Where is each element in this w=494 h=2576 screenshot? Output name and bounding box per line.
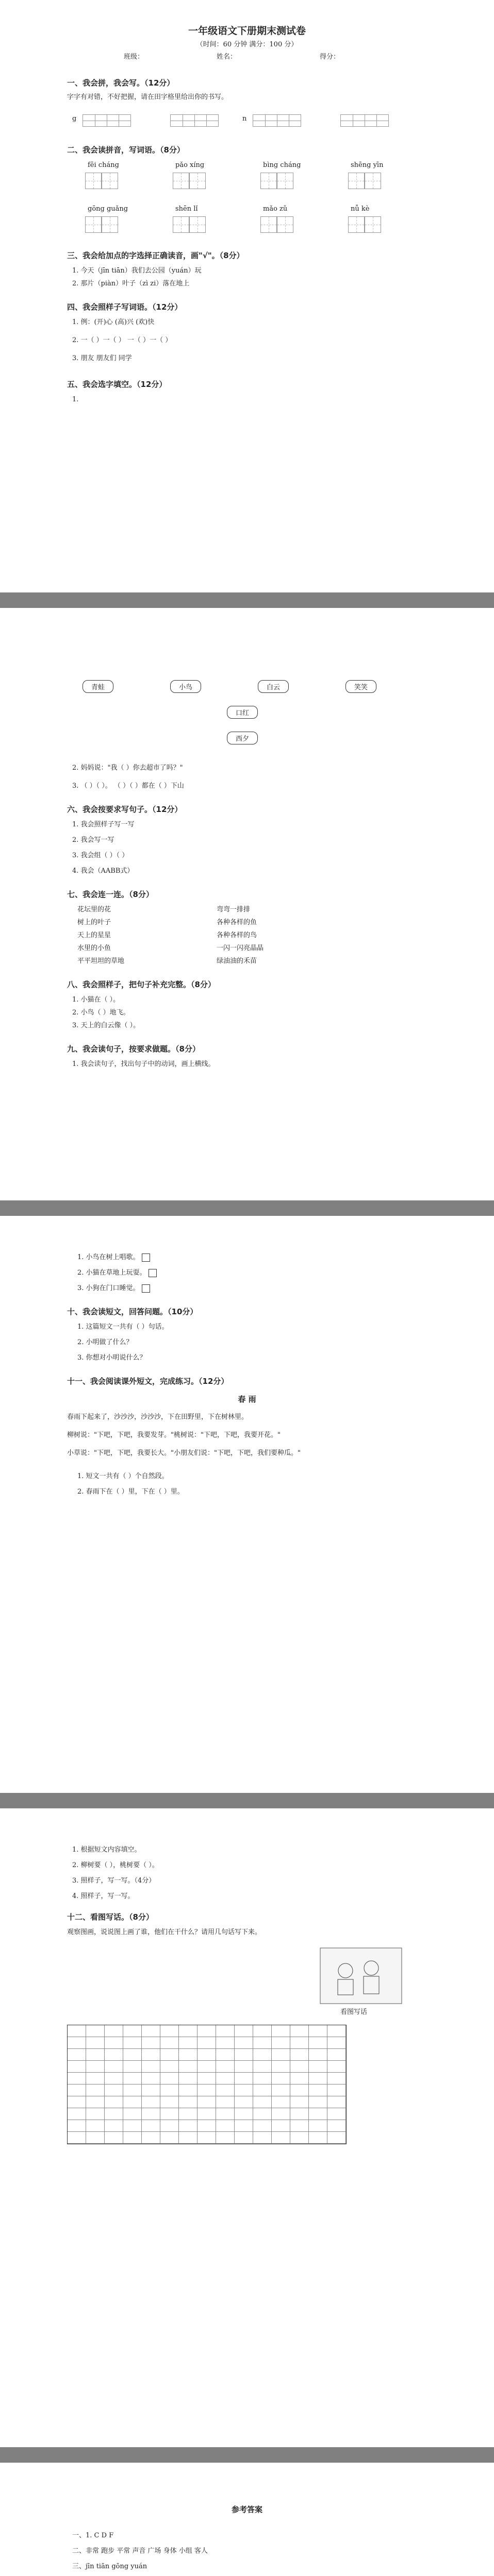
question-line: 2. 我会写一写 [72, 836, 114, 844]
four-line-grid[interactable] [340, 114, 389, 127]
writing-cell[interactable] [197, 2096, 216, 2108]
tian-grid[interactable] [348, 173, 365, 189]
section-8-heading: 八、我会照样子，把句子补充完整。（8分） [67, 980, 216, 989]
writing-cell[interactable] [327, 2025, 346, 2037]
writing-cell[interactable] [179, 2025, 197, 2037]
tian-grid[interactable] [102, 216, 118, 233]
writing-cell[interactable] [216, 2120, 235, 2132]
writing-cell[interactable] [235, 2084, 253, 2096]
writing-cell[interactable] [327, 2084, 346, 2096]
writing-cell[interactable] [272, 2132, 290, 2144]
answer-box[interactable] [142, 1253, 150, 1262]
writing-cell[interactable] [179, 2132, 197, 2144]
writing-grid-row [68, 2120, 346, 2132]
writing-cell[interactable] [160, 2073, 179, 2084]
writing-cell[interactable] [327, 2096, 346, 2108]
writing-cell[interactable] [68, 2084, 86, 2096]
writing-cell[interactable] [68, 2096, 86, 2108]
writing-cell[interactable] [290, 2084, 309, 2096]
match-left[interactable]: 水里的小鱼 [77, 944, 111, 952]
writing-cell[interactable] [272, 2073, 290, 2084]
writing-grid-row [68, 2061, 346, 2073]
writing-cell[interactable] [216, 2061, 235, 2073]
word-box: 口红 [227, 706, 258, 719]
writing-cell[interactable] [123, 2073, 142, 2084]
question-line: 3. 照样子，写一写。（4分） [72, 1877, 156, 1885]
section-11-heading: 十一、我会阅读课外短文，完成练习。（12分） [67, 1377, 229, 1386]
writing-cell[interactable] [327, 2108, 346, 2120]
writing-cell[interactable] [142, 2037, 160, 2049]
writing-cell[interactable] [253, 2084, 272, 2096]
match-right[interactable]: 弯弯一排排 [217, 906, 251, 913]
writing-cell[interactable] [197, 2132, 216, 2144]
question-line: 1. 根据短文内容填空。 [72, 1846, 141, 1854]
writing-cell[interactable] [68, 2049, 86, 2061]
writing-cell[interactable] [272, 2037, 290, 2049]
writing-cell[interactable] [197, 2108, 216, 2120]
writing-cell[interactable] [86, 2037, 105, 2049]
writing-cell[interactable] [253, 2120, 272, 2132]
writing-cell[interactable] [235, 2132, 253, 2144]
writing-cell[interactable] [327, 2120, 346, 2132]
writing-cell[interactable] [105, 2084, 123, 2096]
section-10-heading: 十、我会读短文，回答问题。（10分） [67, 1307, 198, 1316]
section-5-heading: 五、我会选字填空。（12分） [67, 380, 167, 389]
pinyin-prompt: fēi cháng [88, 161, 119, 169]
question-line: 2. 春雨下在（ ）里，下在（ ）里。 [77, 1488, 184, 1496]
writing-cell[interactable] [290, 2120, 309, 2132]
writing-cell[interactable] [123, 2132, 142, 2144]
writing-cell[interactable] [235, 2108, 253, 2120]
writing-cell[interactable] [235, 2120, 253, 2132]
pinyin-prompt: bìng cháng [263, 161, 301, 169]
writing-cell[interactable] [160, 2061, 179, 2073]
writing-cell[interactable] [86, 2049, 105, 2061]
tian-grid[interactable] [189, 173, 206, 189]
writing-grid[interactable] [67, 2025, 347, 2144]
writing-cell[interactable] [197, 2037, 216, 2049]
writing-cell[interactable] [68, 2108, 86, 2120]
writing-cell[interactable] [105, 2025, 123, 2037]
writing-cell[interactable] [216, 2073, 235, 2084]
writing-cell[interactable] [68, 2061, 86, 2073]
writing-cell[interactable] [160, 2096, 179, 2108]
page-2 [0, 608, 494, 1200]
writing-cell[interactable] [160, 2037, 179, 2049]
writing-cell[interactable] [327, 2073, 346, 2084]
section-3-heading: 三、我会给加点的字选择正确读音，画"√"。（8分） [67, 251, 244, 260]
writing-cell[interactable] [142, 2025, 160, 2037]
question-line: 2. 一（ ）一（ ） 一（ ）一（ ） [72, 336, 172, 344]
writing-cell[interactable] [290, 2037, 309, 2049]
field-score: 得分： [320, 53, 340, 61]
question-line: 3. 我会组（ ）（ ） [72, 852, 129, 859]
writing-cell[interactable] [290, 2132, 309, 2144]
answers-title: 参考答案 [231, 2505, 262, 2514]
poem-line: 柳树说："下吧，下吧，我要发芽。"桃树说："下吧，下吧，我要开花。" [67, 1431, 281, 1439]
writing-cell[interactable] [68, 2120, 86, 2132]
page-separator [0, 2447, 494, 2463]
writing-cell[interactable] [142, 2049, 160, 2061]
writing-cell[interactable] [160, 2049, 179, 2061]
writing-cell[interactable] [197, 2120, 216, 2132]
writing-cell[interactable] [327, 2061, 346, 2073]
writing-cell[interactable] [179, 2120, 197, 2132]
word-box: 青蛙 [83, 680, 113, 693]
writing-cell[interactable] [105, 2037, 123, 2049]
writing-cell[interactable] [197, 2084, 216, 2096]
pinyin-prompt: shēn lǐ [175, 205, 198, 213]
writing-cell[interactable] [68, 2073, 86, 2084]
writing-grid-row [68, 2096, 346, 2108]
writing-cell[interactable] [68, 2025, 86, 2037]
word-box: 笑笑 [345, 680, 376, 693]
writing-cell[interactable] [68, 2037, 86, 2049]
question-line: 1. 短文一共有（ ）个自然段。 [77, 1472, 169, 1480]
writing-cell[interactable] [272, 2096, 290, 2108]
writing-cell[interactable] [216, 2096, 235, 2108]
pinyin-prompt: mǎo zǔ [263, 205, 288, 213]
writing-cell[interactable] [142, 2061, 160, 2073]
tian-grid[interactable] [348, 216, 365, 233]
writing-cell[interactable] [327, 2037, 346, 2049]
writing-cell[interactable] [142, 2096, 160, 2108]
writing-cell[interactable] [309, 2073, 327, 2084]
field-name: 姓名： [217, 53, 237, 61]
pinyin-prompt: shēng yīn [351, 161, 384, 169]
writing-cell[interactable] [160, 2108, 179, 2120]
writing-cell[interactable] [105, 2132, 123, 2144]
question-line: 1. 这篇短文一共有（ ）句话。 [77, 1323, 169, 1331]
answer-line: 二、非常 跑步 平常 声音 广场 身体 小组 客人 [72, 2547, 208, 2555]
writing-grid-row [68, 2049, 346, 2061]
question-line: 1. 例：(开)心 (高)兴 (欢)快 [72, 318, 155, 326]
writing-cell[interactable] [253, 2025, 272, 2037]
writing-cell[interactable] [179, 2073, 197, 2084]
writing-cell[interactable] [197, 2061, 216, 2073]
writing-cell[interactable] [197, 2049, 216, 2061]
writing-grid-row [68, 2084, 346, 2096]
writing-cell[interactable] [86, 2073, 105, 2084]
writing-cell[interactable] [290, 2096, 309, 2108]
writing-cell[interactable] [86, 2084, 105, 2096]
answer-line: 一、1. C D F [72, 2532, 114, 2539]
writing-cell[interactable] [290, 2061, 309, 2073]
exam-title: 一年级语文下册期末测试卷 [188, 25, 306, 37]
syllable-g: g [72, 115, 77, 123]
poem-line: 小草说："下吧，下吧，我要长大。"小朋友们说："下吧，下吧，我们要种瓜。" [67, 1449, 301, 1457]
page-separator [0, 1200, 494, 1216]
writing-cell[interactable] [123, 2025, 142, 2037]
writing-cell[interactable] [309, 2108, 327, 2120]
writing-cell[interactable] [235, 2096, 253, 2108]
writing-cell[interactable] [272, 2084, 290, 2096]
writing-cell[interactable] [179, 2049, 197, 2061]
section-4-heading: 四、我会照样子写词语。（12分） [67, 302, 183, 312]
writing-cell[interactable] [105, 2096, 123, 2108]
match-right[interactable]: 一闪一闪亮晶晶 [217, 944, 264, 952]
writing-cell[interactable] [253, 2049, 272, 2061]
tian-grid[interactable] [260, 173, 277, 189]
writing-cell[interactable] [216, 2108, 235, 2120]
writing-cell[interactable] [197, 2073, 216, 2084]
writing-cell[interactable] [123, 2120, 142, 2132]
tian-grid[interactable] [173, 216, 189, 233]
word-box: 西夕 [227, 732, 258, 744]
match-right[interactable]: 绿油油的禾苗 [217, 957, 257, 965]
tian-grid[interactable] [85, 173, 102, 189]
tian-grid[interactable] [102, 173, 118, 189]
writing-cell[interactable] [68, 2132, 86, 2144]
writing-cell[interactable] [86, 2108, 105, 2120]
question-line: 1. 小鸟在树上唱歌。 [77, 1252, 150, 1263]
question-line: 3. 小狗在门口睡觉。 [77, 1283, 150, 1294]
writing-cell[interactable] [216, 2025, 235, 2037]
writing-cell[interactable] [216, 2037, 235, 2049]
writing-cell[interactable] [105, 2120, 123, 2132]
word-box: 白云 [258, 680, 289, 693]
writing-cell[interactable] [290, 2025, 309, 2037]
writing-cell[interactable] [86, 2120, 105, 2132]
writing-cell[interactable] [253, 2073, 272, 2084]
section-2-heading: 二、我会读拼音，写词语。（8分） [67, 145, 185, 155]
tian-grid[interactable] [260, 216, 277, 233]
word-box: 小鸟 [170, 680, 201, 693]
question-line: 2. 柳树要（ ），桃树要（ ）。 [72, 1861, 159, 1869]
writing-cell[interactable] [105, 2049, 123, 2061]
writing-cell[interactable] [253, 2132, 272, 2144]
question-line: 3. 朋友 朋友们 同学 [72, 354, 132, 362]
writing-cell[interactable] [142, 2084, 160, 2096]
writing-cell[interactable] [123, 2061, 142, 2073]
field-class: 班级： [124, 53, 144, 61]
question-line: 1. [72, 396, 79, 403]
writing-cell[interactable] [272, 2049, 290, 2061]
writing-cell[interactable] [123, 2049, 142, 2061]
writing-cell[interactable] [179, 2037, 197, 2049]
writing-cell[interactable] [160, 2025, 179, 2037]
section-12-heading: 十二、看图写话。（8分） [67, 1912, 154, 1922]
answer-box[interactable] [149, 1269, 157, 1277]
page-4 [0, 1808, 494, 2447]
four-line-grid[interactable] [253, 114, 301, 127]
match-left[interactable]: 平平坦坦的草地 [77, 957, 125, 965]
writing-cell[interactable] [327, 2049, 346, 2061]
section-7-heading: 七、我会连一连。（8分） [67, 890, 154, 899]
writing-cell[interactable] [235, 2025, 253, 2037]
writing-cell[interactable] [216, 2084, 235, 2096]
writing-cell[interactable] [142, 2073, 160, 2084]
writing-cell[interactable] [235, 2073, 253, 2084]
question-line: 2. 小鸟（ ）地飞。 [72, 1009, 130, 1016]
writing-cell[interactable] [86, 2025, 105, 2037]
tian-grid[interactable] [365, 173, 381, 189]
page-separator [0, 1793, 494, 1808]
exam-meta: （时间：60 分钟 满分：100 分） [196, 41, 298, 48]
writing-grid-row [68, 2073, 346, 2084]
writing-cell[interactable] [235, 2049, 253, 2061]
writing-cell[interactable] [179, 2108, 197, 2120]
writing-grid-row [68, 2025, 346, 2037]
section-9-heading: 九、我会读句子，按要求做题。（8分） [67, 1044, 200, 1054]
pinyin-prompt: nǚ kè [351, 205, 370, 213]
question-line: 2. 小明做了什么？ [77, 1338, 133, 1346]
syllable-n: n [242, 115, 247, 123]
question-line: 2. 小猫在草地上玩耍。 [77, 1267, 157, 1279]
four-line-grid[interactable] [83, 114, 131, 127]
writing-cell[interactable] [272, 2108, 290, 2120]
writing-cell[interactable] [86, 2061, 105, 2073]
answer-line: 三、jīn tiān gōng yuán [72, 2563, 147, 2570]
question-line: 1. 我会读句子，找出句子中的动词，画上横线。 [72, 1060, 215, 1068]
writing-cell[interactable] [309, 2096, 327, 2108]
writing-cell[interactable] [123, 2108, 142, 2120]
tian-grid[interactable] [277, 173, 293, 189]
writing-cell[interactable] [142, 2108, 160, 2120]
writing-cell[interactable] [105, 2108, 123, 2120]
writing-cell[interactable] [290, 2108, 309, 2120]
question-line: 3. （ ）（ ）。 （ ）（ ）都在（ ）下山 [72, 782, 184, 790]
writing-cell[interactable] [309, 2025, 327, 2037]
writing-cell[interactable] [216, 2049, 235, 2061]
writing-cell[interactable] [272, 2061, 290, 2073]
writing-cell[interactable] [86, 2096, 105, 2108]
pinyin-prompt: pǎo xíng [175, 161, 205, 169]
match-right[interactable]: 各种各样的鸟 [217, 931, 257, 939]
writing-cell[interactable] [309, 2049, 327, 2061]
writing-cell[interactable] [309, 2037, 327, 2049]
tian-grid[interactable] [173, 173, 189, 189]
writing-cell[interactable] [253, 2096, 272, 2108]
section-6-heading: 六、我会按要求写句子。（12分） [67, 805, 183, 814]
writing-grid-row [68, 2132, 346, 2144]
writing-cell[interactable] [160, 2120, 179, 2132]
match-right[interactable]: 各种各样的鱼 [217, 919, 257, 926]
answer-box[interactable] [142, 1284, 150, 1293]
poem-title: 春 雨 [238, 1395, 256, 1404]
poem-line: 春雨下起来了，沙沙沙，沙沙沙，下在田野里，下在树林里。 [67, 1413, 249, 1421]
question-line: 3. 天上的白云像（ ）。 [72, 1022, 140, 1029]
writing-cell[interactable] [327, 2132, 346, 2144]
question-line: 2. 妈妈说："我（ ）你去超市了吗？" [72, 764, 183, 772]
writing-cell[interactable] [290, 2073, 309, 2084]
picture-caption: 看图写话 [340, 2008, 368, 2016]
section-1-heading: 一、我会拼，我会写。（12分） [67, 78, 175, 88]
page-answers [0, 2463, 494, 2576]
match-left[interactable]: 天上的星星 [77, 931, 111, 939]
tian-grid[interactable] [189, 216, 206, 233]
writing-cell[interactable] [309, 2120, 327, 2132]
writing-cell[interactable] [179, 2096, 197, 2108]
writing-cell[interactable] [253, 2061, 272, 2073]
question-line: 2. 那片（piàn）叶子（zì zi）落在地上 [72, 280, 190, 287]
question-line: 4. 照样子，写一写。 [72, 1892, 135, 1900]
tian-grid[interactable] [85, 216, 102, 233]
writing-cell[interactable] [272, 2120, 290, 2132]
writing-cell[interactable] [197, 2025, 216, 2037]
question-line: 1. 小猫在（ ）。 [72, 996, 120, 1004]
writing-grid-row [68, 2108, 346, 2120]
writing-cell[interactable] [309, 2084, 327, 2096]
question-line: 3. 你想对小明说什么？ [77, 1354, 146, 1362]
writing-cell[interactable] [253, 2108, 272, 2120]
writing-cell[interactable] [86, 2132, 105, 2144]
page-1 [0, 0, 494, 592]
writing-cell[interactable] [123, 2096, 142, 2108]
writing-cell[interactable] [142, 2120, 160, 2132]
writing-cell[interactable] [253, 2037, 272, 2049]
writing-prompt: 观察图画，说说图上画了谁，他们在干什么？请用几句话写下来。 [67, 1928, 262, 1936]
writing-cell[interactable] [160, 2084, 179, 2096]
match-left[interactable]: 树上的叶子 [77, 919, 111, 926]
question-line: 1. 我会照样子写一写 [72, 821, 135, 828]
writing-cell[interactable] [105, 2073, 123, 2084]
tian-grid[interactable] [277, 216, 293, 233]
writing-cell[interactable] [235, 2037, 253, 2049]
question-line: 4. 我会（AABB式） [72, 867, 134, 875]
writing-cell[interactable] [160, 2132, 179, 2144]
question-line: 1. 今天（jīn tiān）我们去公园（yuán）玩 [72, 267, 202, 275]
tian-grid[interactable] [365, 216, 381, 233]
page-3 [0, 1216, 494, 1793]
writing-cell[interactable] [179, 2061, 197, 2073]
section-1-note: 字字有对错，不好把握，请在田字格里给出你的书写。 [67, 93, 228, 101]
writing-cell[interactable] [272, 2025, 290, 2037]
four-line-grid[interactable] [170, 114, 219, 127]
pinyin-prompt: gōng guǎng [88, 205, 128, 213]
picture-illustration [320, 1947, 402, 2004]
writing-cell[interactable] [105, 2061, 123, 2073]
writing-cell[interactable] [290, 2049, 309, 2061]
writing-cell[interactable] [235, 2061, 253, 2073]
writing-cell[interactable] [179, 2084, 197, 2096]
writing-cell[interactable] [216, 2132, 235, 2144]
writing-cell[interactable] [123, 2037, 142, 2049]
match-left[interactable]: 花坛里的花 [77, 906, 111, 913]
page-separator [0, 592, 494, 608]
writing-cell[interactable] [142, 2132, 160, 2144]
writing-grid-row [68, 2037, 346, 2049]
writing-cell[interactable] [309, 2061, 327, 2073]
writing-cell[interactable] [123, 2084, 142, 2096]
writing-cell[interactable] [309, 2132, 327, 2144]
